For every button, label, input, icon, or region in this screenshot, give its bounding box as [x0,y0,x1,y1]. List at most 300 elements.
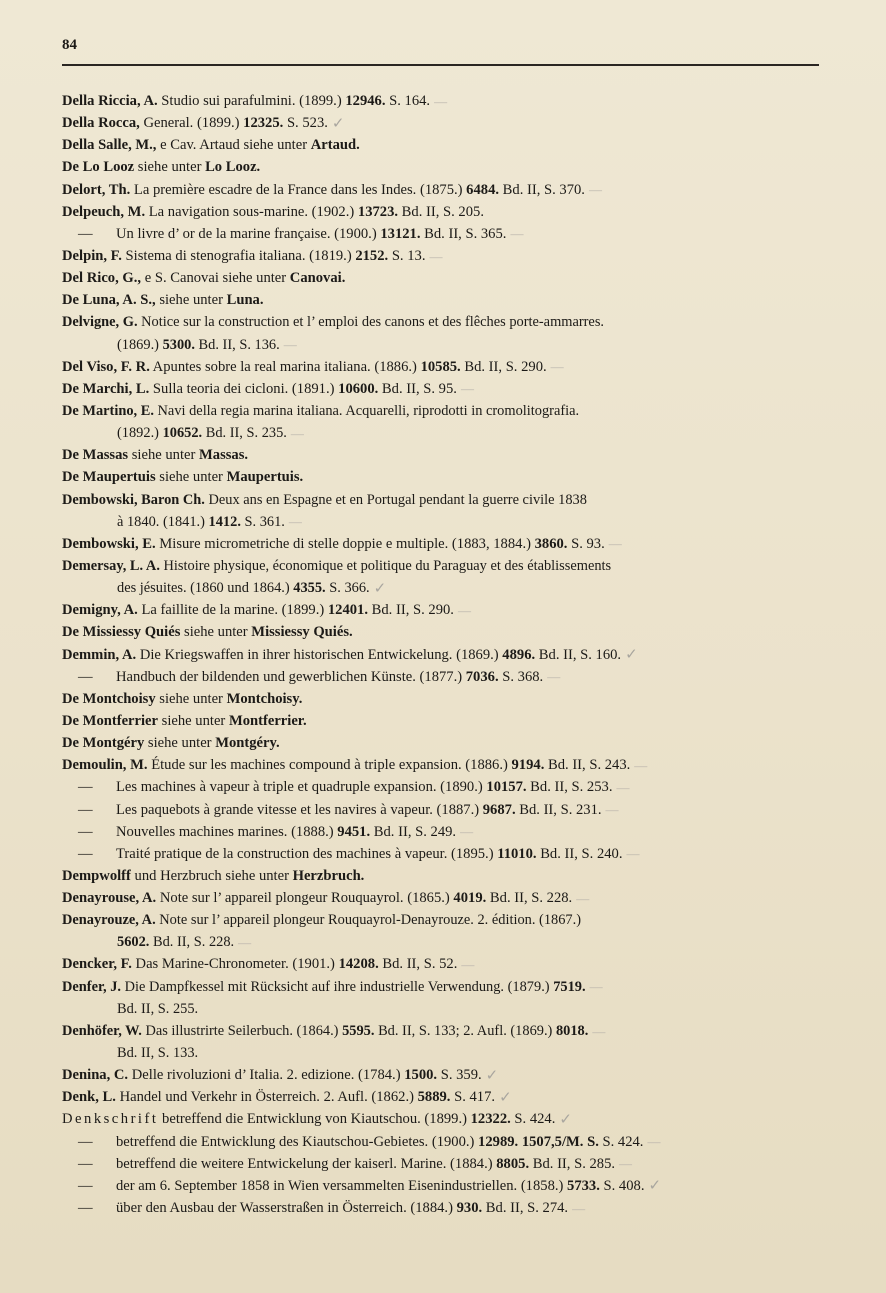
volume-page: Bd. II, S. 160. [535,646,622,663]
entry-line [62,644,822,666]
catalog-number: Missiessy Quiés. [251,624,353,641]
catalog-number: Montgéry. [215,735,280,752]
pencil-dash-mark: — [608,536,622,552]
entry-line [62,754,822,776]
catalog-number: 5595. [342,1022,375,1039]
entry-author: Delpeuch, M. [62,203,146,220]
catalog-entry [62,356,822,378]
entry-line [62,112,822,134]
catalog-entry [62,444,822,466]
catalog-entry [62,156,822,178]
pencil-dash-mark: — [510,226,524,242]
pencil-dash-mark: — [589,979,603,995]
catalog-number: Herzbruch. [292,867,365,884]
entry-line [62,201,822,223]
entry-line [62,688,822,710]
catalog-entry [62,1086,822,1108]
entry-title: siehe unter [155,690,227,707]
catalog-entry [62,1020,822,1064]
entry-title: Sistema di stenografia italiana. (1819.) [121,247,356,264]
volume-page: Bd. II, S. 52. [378,956,458,973]
entry-line [62,953,822,975]
entry-title: Navi della regia marina italiana. Acquarelli, riprodotti in cromolitografia. [153,402,580,419]
entry-line [62,621,822,643]
entry-line [62,555,822,577]
volume-page: Bd. II, S. 240. [536,845,623,862]
entry-title: Les paquebots à grande vitesse et les navires à vapeur. (1887.) [116,801,483,818]
entry-line [62,1131,822,1153]
sub-entry-dash: — [78,779,93,796]
entry-title: Les machines à vapeur à triple et quadruple expansion. (1890.) [116,779,487,796]
pencil-dash-mark: — [616,779,630,795]
entry-title: Die Kriegswaffen in ihrer historischen Entwickelung. (1869.) [136,646,503,663]
entry-title: Deux ans en Espagne et en Portugal pendant la guerre civile 1838 [204,491,587,508]
pencil-dash-mark: — [592,1023,606,1039]
entry-author: De Luna, A. S., [62,292,156,309]
entry-author: De Montgéry [62,735,145,752]
catalog-entry [62,688,822,710]
catalog-entry [62,732,822,754]
catalog-number: 8018. [555,1022,589,1039]
volume-page: S. 359. [437,1067,482,1084]
entry-title: La faillite de la marine. (1899.) [137,602,328,619]
sub-entry-dash: — [78,1155,93,1172]
entry-author: Denayrouse, A. [62,890,157,907]
entry-line [62,489,822,511]
entry-line [62,865,822,887]
volume-page: Bd. II, S. 365. [420,225,507,242]
catalog-entry [62,201,822,223]
catalog-number: 6484. [466,181,500,198]
entry-line [62,134,822,156]
entry-title: Bd. II, S. 133. [117,1045,199,1062]
entry-title: Die Dampfkessel mit Rücksicht auf ihre industrielle Verwendung. (1879.) [121,978,554,995]
catalog-number: 3860. [534,535,568,552]
entry-title: Un livre d’ or de la marine française. (1900.) [116,225,381,242]
entry-line [62,156,822,178]
catalog-number: Maupertuis. [226,469,304,486]
catalog-number: 14208. [338,956,379,973]
sub-entry-dash: — [78,225,93,242]
entry-title: Note sur l’ appareil plongeur Rouquayrol-Denayrouze. 2. édition. (1867.) [155,912,582,929]
catalog-number: Massas. [199,447,249,464]
catalog-number: 5300. [162,336,195,353]
entry-title: Bd. II, S. 255. [117,1000,199,1017]
entry-line [62,378,822,400]
pencil-dash-mark: — [238,934,252,950]
sub-entry-dash: — [78,845,93,862]
page-number: 84 [62,37,77,53]
volume-page: S. 366. [325,580,370,597]
entry-author: De Missiessy Quiés [62,624,181,641]
catalog-number: 12325. [243,115,284,132]
check-mark-icon: ✓ [625,647,638,664]
catalog-number: 4896. [502,646,536,663]
catalog-number: 12401. [327,602,368,619]
catalog-number: 13723. [357,203,399,220]
catalog-number: 10585. [420,358,461,375]
entry-line [62,843,822,865]
catalog-number: 5602. [117,934,150,951]
sub-entry-dash: — [78,668,93,685]
check-mark-icon: ✓ [499,1089,512,1106]
entry-author: Dembowski, E. [62,535,156,552]
pencil-dash-mark: — [288,514,302,530]
catalog-number: 12946. [345,93,386,109]
entry-author: Del Rico, G., [62,270,142,287]
entry-author: Delort, Th. [62,181,131,198]
catalog-entry [62,621,822,643]
entry-line [62,666,822,688]
catalog-entry [62,90,822,112]
check-mark-icon: ✓ [648,1178,662,1195]
catalog-number: 9194. [511,757,545,774]
catalog-entry [62,555,822,599]
pencil-dash-mark: — [457,602,471,618]
entry-author: Dembowski, Baron Ch. [62,491,205,508]
entry-line [62,799,822,821]
entry-title: Étude sur les machines compound à triple expansion. (1886.) [147,757,512,774]
pencil-dash-mark: — [429,248,443,264]
volume-page: S. 523. [283,115,328,132]
entry-line [62,533,822,555]
entry-line [62,1020,822,1042]
catalog-entry [62,865,822,887]
entry-line [62,599,822,621]
catalog-entry [62,599,822,621]
entry-author: Demigny, A. [62,602,138,619]
volume-page: Bd. II, S. 133; 2. Aufl. (1869.) [374,1022,556,1039]
catalog-entry [62,311,822,355]
volume-page: S. 361. [240,513,285,530]
pencil-dash-mark: — [460,824,474,840]
catalog-entry [62,754,822,776]
sub-entry [62,843,822,865]
catalog-number: 11010. [497,845,537,862]
catalog-entry [62,1108,822,1130]
catalog-entry [62,976,822,1020]
entry-title: siehe unter [155,292,227,309]
catalog-entry [62,112,822,134]
entry-line [62,1153,822,1175]
entry-line [62,821,822,843]
catalog-number: 1412. [208,513,241,530]
header-rule [62,64,819,66]
entry-author: De Massas [62,447,129,464]
entry-title: La première escadre de la France dans les Indes. (1875.) [130,181,467,198]
entry-line [62,577,822,599]
entry-title: des jésuites. (1860 und 1864.) [117,580,294,597]
sub-entry [62,1131,822,1153]
entry-author: Della Salle, M., [62,137,157,154]
volume-page: S. 368. [498,668,544,685]
catalog-number: 5889. [417,1089,451,1106]
entry-line [62,223,822,245]
sub-entry [62,776,822,798]
volume-page: S. 164. [385,93,431,109]
pencil-dash-mark: — [434,93,448,109]
volume-page: S. 424. [510,1111,556,1128]
catalog-entry [62,887,822,909]
catalog-number: Montferrier. [228,712,307,729]
catalog-entry [62,289,822,311]
catalog-entry [62,179,822,201]
entry-author: Della Riccia, A. [62,93,158,109]
entry-line [62,1064,822,1086]
entry-line [62,267,822,289]
catalog-number: 8805. [496,1155,530,1172]
sub-entry [62,666,822,688]
catalog-number: 13121. [380,225,421,242]
volume-page: Bd. II, S. 290. [368,602,454,619]
entry-line [62,90,822,112]
sub-entry [62,821,822,843]
catalog-entry [62,710,822,732]
entry-title: Misure micrometriche di stelle doppie e multiple. (1883, 1884.) [155,535,535,552]
catalog-number: Luna. [226,292,264,309]
check-mark-icon: ✓ [331,115,345,132]
entry-line [62,776,822,798]
entry-title: und Herzbruch siehe unter [130,867,293,884]
entry-author: Denkschrift [62,1111,159,1128]
entry-line [62,976,822,998]
entry-title: siehe unter [158,712,229,729]
catalog-number: 930. [456,1200,483,1217]
volume-page: Bd. II, S. 205. [398,203,484,220]
volume-page: Bd. II, S. 235. [202,425,287,442]
pencil-dash-mark: — [605,802,619,818]
catalog-number: 5733. [567,1177,600,1194]
catalog-number: 10600. [338,380,379,397]
catalog-number: 2152. [355,247,389,264]
volume-page: Bd. II, S. 370. [499,181,585,198]
entry-author: De Martino, E. [62,402,154,419]
entry-title: Traité pratique de la construction des machines à vapeur. (1895.) [116,845,498,862]
volume-page: Bd. II, S. 249. [370,823,457,840]
volume-page: Bd. II, S. 243. [544,757,631,774]
entry-line [62,245,822,267]
volume-page: S. 13. [388,247,426,264]
entry-title: siehe unter [180,624,252,641]
entry-title: betreffend die Entwicklung des Kiautschou-Gebietes. (1900.) [116,1133,479,1150]
entry-line [62,1175,822,1197]
entry-line [62,289,822,311]
entry-title: Studio sui parafulmini. (1899.) [157,93,346,109]
entry-title: Handbuch der bildenden und gewerblichen Künste. (1877.) [116,668,466,685]
volume-page: S. 93. [567,535,605,552]
entry-title: Nouvelles machines marines. (1888.) [116,823,338,840]
pencil-dash-mark: — [460,381,474,397]
entry-title: Delle rivoluzioni d’ Italia. 2. edizione. (1784.) [128,1067,405,1084]
entry-title: siehe unter [134,159,206,176]
pencil-dash-mark: — [572,1200,586,1216]
entry-author: Denhöfer, W. [62,1022,142,1039]
entry-line [62,356,822,378]
entry-author: Della Rocca, [62,115,140,132]
entry-author: Demersay, L. A. [62,557,160,574]
catalog-number: 10157. [486,779,527,796]
entry-line [62,732,822,754]
entry-line [62,1042,822,1064]
entry-line [62,179,822,201]
catalog-entry [62,400,822,444]
pencil-dash-mark: — [283,337,297,353]
entry-title: (1869.) [117,336,163,353]
entry-author: Del Viso, F. R. [62,358,150,375]
check-mark-icon: ✓ [485,1067,499,1084]
entry-line [62,909,822,931]
catalog-number: 4019. [453,890,487,907]
catalog-entry [62,953,822,975]
entry-title: à 1840. (1841.) [117,513,209,530]
catalog-number: 10652. [162,425,203,442]
sub-entry-dash: — [78,801,93,818]
volume-page: S. 408. [599,1177,645,1194]
entry-title: (1892.) [117,425,163,442]
pencil-dash-mark: — [550,359,564,375]
entry-author: De Maupertuis [62,469,156,486]
entry-author: Denayrouze, A. [62,912,156,929]
pencil-dash-mark: — [576,890,590,906]
volume-page: S. 417. [450,1089,496,1106]
entry-title: e Cav. Artaud siehe unter [156,137,311,154]
volume-page: Bd. II, S. 231. [515,801,602,818]
entry-author: Dempwolff [62,867,131,884]
entry-title: e S. Canovai siehe unter [141,270,290,287]
catalog-entry [62,267,822,289]
catalog-number: Artaud. [310,137,360,154]
volume-page: Bd. II, S. 290. [460,358,547,375]
entry-author: De Lo Looz [62,159,135,176]
entry-line [62,710,822,732]
entry-title: betreffend die weitere Entwickelung der kaiserl. Marine. (1884.) [116,1155,497,1172]
entry-title: Das illustrirte Seilerbuch. (1864.) [141,1022,343,1039]
entry-line [62,887,822,909]
entry-title: Das Marine-Chronometer. (1901.) [131,956,339,973]
catalog-number: Lo Looz. [205,159,261,176]
entry-title: Notice sur la construction et l’ emploi des canons et des flêches porte-ammarres. [137,314,605,331]
entry-line [62,998,822,1020]
catalog-number: 7519. [553,978,586,995]
catalog-entry [62,1064,822,1086]
check-mark-icon: ✓ [559,1112,572,1129]
entry-line [62,334,822,356]
sub-entry [62,799,822,821]
pencil-dash-mark: — [461,957,475,973]
entry-author: Demmin, A. [62,646,137,663]
catalog-entry [62,245,822,267]
pencil-dash-mark: — [634,757,648,773]
entry-title: Sulla teoria dei cicloni. (1891.) [149,380,339,397]
pencil-dash-mark: — [619,1156,633,1172]
sub-entry-dash: — [78,1200,93,1217]
entry-line [62,444,822,466]
entry-author: Denina, C. [62,1067,129,1084]
entry-author: De Montchoisy [62,690,156,707]
volume-page: Bd. II, S. 95. [378,380,457,397]
volume-page: Bd. II, S. 253. [526,779,613,796]
entry-author: Denk, L. [62,1089,116,1106]
entry-line [62,466,822,488]
entry-title: siehe unter [144,735,216,752]
sub-entry [62,1175,822,1197]
entry-line [62,931,822,953]
entry-line [62,1197,822,1219]
catalog-number: Canovai. [289,270,346,287]
entry-line [62,1086,822,1108]
volume-page: Bd. II, S. 228. [486,890,573,907]
volume-page: Bd. II, S. 274. [482,1200,569,1217]
entry-author: Delvigne, G. [62,314,138,331]
entry-line [62,1108,822,1130]
volume-page: S. 424. [598,1133,644,1150]
entry-title: Apuntes sobre la real marina italiana. (1886.) [149,358,421,375]
sub-entry-dash: — [78,1133,93,1150]
entry-line [62,311,822,333]
volume-page: Bd. II, S. 136. [194,336,280,353]
sub-entry-dash: — [78,823,93,840]
entry-title: betreffend die Entwicklung von Kiautschou. (1899.) [158,1111,471,1128]
entry-title: der am 6. September 1858 in Wien versammelten Eisenindustriellen. (1858.) [116,1177,568,1194]
entry-title: Histoire physique, économique et politique du Paraguay et des établissements [159,557,612,574]
entry-title: siehe unter [155,469,227,486]
entry-title: siehe unter [128,447,199,464]
entry-line [62,511,822,533]
entry-line [62,400,822,422]
catalog-entry [62,533,822,555]
pencil-dash-mark: — [547,669,561,685]
volume-page: Bd. II, S. 285. [529,1155,616,1172]
pencil-dash-mark: — [647,1134,661,1150]
catalog-number: 7036. [465,668,499,685]
entry-author: Delpin, F. [62,247,122,264]
entry-author: De Marchi, L. [62,380,150,397]
sub-entry [62,1197,822,1219]
entry-title: über den Ausbau der Wasserstraßen in Österreich. (1884.) [116,1200,457,1217]
entry-list [62,90,822,1219]
catalog-entry [62,644,822,666]
entry-author: Denfer, J. [62,978,122,995]
entry-author: De Montferrier [62,712,159,729]
catalog-number: 1500. [404,1067,438,1084]
entry-author: Demoulin, M. [62,757,148,774]
catalog-entry [62,378,822,400]
sub-entry [62,1153,822,1175]
catalog-number: 12989. 1507,5/M. S. [478,1133,599,1150]
catalog-entry [62,466,822,488]
entry-line [62,422,822,444]
catalog-entry [62,909,822,953]
catalog-number: 12322. [470,1111,511,1128]
catalog-number: 4355. [293,580,326,597]
pencil-dash-mark: — [626,846,640,862]
entry-title: La navigation sous-marine. (1902.) [145,203,358,220]
sub-entry [62,223,822,245]
entry-title: Handel und Verkehr in Österreich. 2. Aufl. (1862.) [115,1089,418,1106]
entry-title: Note sur l’ appareil plongeur Rouquayrol. (1865.) [156,890,454,907]
catalog-number: 9687. [482,801,516,818]
pencil-dash-mark: — [290,425,304,441]
pencil-dash-mark: — [588,182,602,198]
volume-page: Bd. II, S. 228. [149,934,235,951]
catalog-entry [62,134,822,156]
catalog-entry [62,489,822,533]
entry-author: Dencker, F. [62,956,132,973]
entry-title: General. (1899.) [139,115,244,132]
catalog-number: Montchoisy. [226,690,303,707]
catalog-number: 9451. [337,823,371,840]
check-mark-icon: ✓ [373,580,387,597]
